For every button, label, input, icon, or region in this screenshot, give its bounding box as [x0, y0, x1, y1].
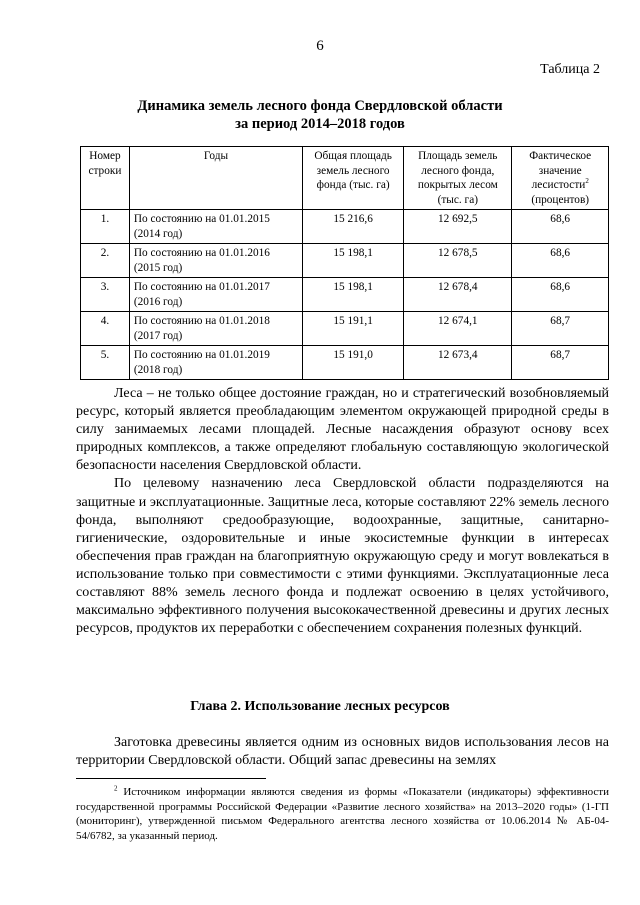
footnote-marker: 2 [114, 784, 118, 793]
cell-row-no: 5. [81, 346, 130, 380]
table-title [0, 97, 640, 133]
table-title-line-2: за период 2014–2018 годов [235, 116, 405, 132]
cell-total-area: 15 198,1 [303, 278, 404, 312]
cell-total-area: 15 198,1 [303, 244, 404, 278]
table-row [81, 278, 609, 312]
cell-row-no: 1. [81, 210, 130, 244]
footnote-separator [76, 778, 266, 779]
header-forest-cover-unit: (процентов) [531, 193, 590, 206]
header-forested-area: Площадь земель лесного фонда, покрытых лесом (тыс. га) [404, 147, 512, 210]
paragraph-timber-harvesting: Заготовка древесины является одним из основных видов использования лесов на территории Свердловской области. Общий запас древесины на землях [76, 735, 609, 769]
footnote-ref: 2 [585, 177, 589, 186]
cell-year: По состоянию на 01.01.2017 (2016 год) [129, 278, 302, 312]
table-row [81, 346, 609, 380]
footnote-paragraph [76, 785, 609, 843]
cell-forested-area: 12 673,4 [404, 346, 512, 380]
cell-forested-area: 12 678,5 [404, 244, 512, 278]
cell-forest-cover: 68,6 [512, 278, 609, 312]
cell-forest-cover: 68,6 [512, 210, 609, 244]
header-forest-cover [512, 147, 609, 210]
table-header-row [81, 147, 609, 210]
header-row-no: Номер строки [81, 147, 130, 210]
paragraph-forests-resource: Леса – не только общее достояние граждан, но и стратегический возобновляемый ресурс, который является преобладающим элементом окружающей природной среды в силу занимаемых лесами площадей. Лесные насаждения образуют основу всех природных комплексов, а также определяют глобальную составляющую экологической безопасности населения Свердловской области. [76, 386, 609, 474]
table-row [81, 244, 609, 278]
cell-year: По состоянию на 01.01.2015 (2014 год) [129, 210, 302, 244]
cell-total-area: 15 216,6 [303, 210, 404, 244]
cell-forested-area: 12 678,4 [404, 278, 512, 312]
cell-row-no: 4. [81, 312, 130, 346]
chapter-heading: Глава 2. Использование лесных ресурсов [190, 699, 450, 714]
cell-row-no: 3. [81, 278, 130, 312]
table-title-line-1: Динамика земель лесного фонда Свердловской области [137, 98, 503, 114]
footnote-text: Источником информации являются сведения из формы «Показатели (индикаторы) эффективности государственной программы Российской Федерации «Развитие лесного хозяйства» на 2013–2020 годы» (1-ГП (мониторинг), утвержденной письмом Федерального агентства лесного хозяйства от 10.06.2014 № АБ-04-54/6782, за указанный период. [76, 786, 609, 842]
table-row [81, 210, 609, 244]
header-total-area: Общая площадь земель лесного фонда (тыс. га) [303, 147, 404, 210]
cell-row-no: 2. [81, 244, 130, 278]
footnote [76, 785, 609, 843]
paragraph-forest-purpose: По целевому назначению леса Свердловской области подразделяются на защитные и эксплуатационные. Защитные леса, которые составляют 22% земель лесного фонда, выполняют средообразующие, водоохранные, защитные, санитарно-гигиенические, оздоровительные и иные экосистемные функции в интересах обеспечения прав граждан на благоприятную окружающую среду и могут вовлекаться в использование только при совместимости с этими функциями. Эксплуатационные леса составляют 88% земель лесного фонда и подлежат освоению в целях устойчивого, максимально эффективного получения высококачественной древесины и других лесных ресурсов, продуктов их переработки с обеспечением сохранения полезных функций. [76, 476, 609, 637]
cell-forested-area: 12 674,1 [404, 312, 512, 346]
table-label: Таблица 2 [540, 62, 600, 77]
main-text [76, 385, 609, 638]
cell-forested-area: 12 692,5 [404, 210, 512, 244]
page-number: 6 [316, 38, 324, 54]
forest-fund-table [80, 146, 609, 380]
cell-forest-cover: 68,6 [512, 244, 609, 278]
cell-year: По состоянию на 01.01.2019 (2018 год) [129, 346, 302, 380]
table-row [81, 312, 609, 346]
cell-total-area: 15 191,1 [303, 312, 404, 346]
chapter-text [76, 734, 609, 770]
header-forest-cover-label: Фактическое значение лесистости [529, 150, 592, 191]
cell-total-area: 15 191,0 [303, 346, 404, 380]
cell-year: По состоянию на 01.01.2016 (2015 год) [129, 244, 302, 278]
header-years: Годы [129, 147, 302, 210]
cell-year: По состоянию на 01.01.2018 (2017 год) [129, 312, 302, 346]
cell-forest-cover: 68,7 [512, 346, 609, 380]
cell-forest-cover: 68,7 [512, 312, 609, 346]
